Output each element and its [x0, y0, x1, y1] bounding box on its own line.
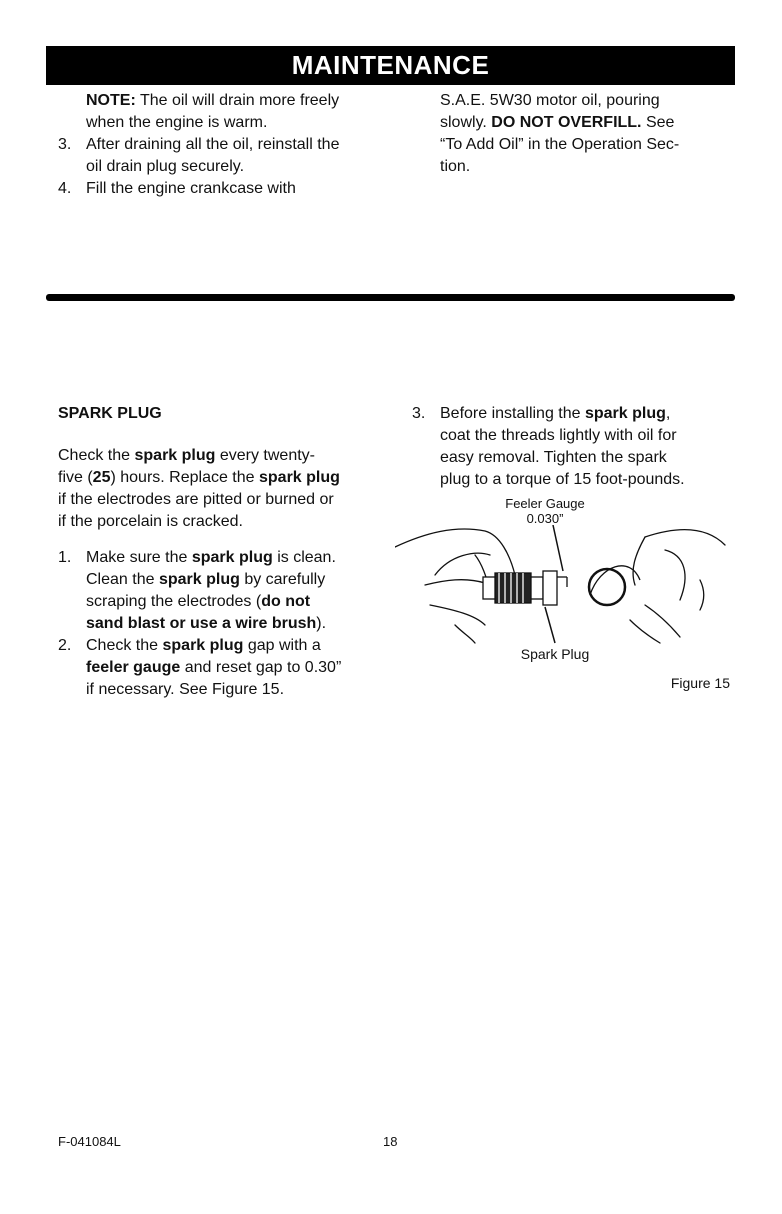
spark-right-column	[412, 403, 742, 491]
page-number: 18	[383, 1134, 398, 1149]
note-line-1: NOTE: The oil will drain more freely	[86, 92, 340, 109]
spark-plug-label: Spark Plug	[520, 646, 590, 662]
note-label: NOTE:	[86, 92, 136, 109]
overfill-warning-line: slowly. DO NOT OVERFILL. See	[440, 114, 675, 131]
spark-step-1: 1. Make sure the spark plug is clean. Clean the spark plug by carefully scraping the electrodes (do not sand blast or use a wire brush).	[58, 549, 336, 632]
note-line-2: when the engine is warm.	[86, 114, 268, 131]
spark-left-column: SPARK PLUG Check the spark plug every twenty- five (25) hours. Replace the spark plug if the electrodes are pitted or burned or if the porcelain is cracked. 1. Make sure the spark plug is clean. Clean the spark plug by carefully scraping the electrodes (do not sand blast or use a wire brush). 2. Check the spark plug gap with a feeler gauge and reset gap to 0.30” if necessary. See Figure 15.	[58, 403, 388, 701]
document-id: F-041084L	[58, 1134, 121, 1149]
spark-plug-illustration	[395, 525, 730, 650]
section-header	[46, 46, 735, 85]
spark-step-2: 2. Check the spark plug gap with a feeler gauge and reset gap to 0.30” if necessary. See Figure 15.	[58, 637, 342, 698]
spark-step-3: 3. Before installing the spark plug, coat the threads lightly with oil for easy removal. Tighten the spark plug to a torque of 15 foot-pounds.	[412, 405, 685, 488]
figure-caption: Figure 15	[670, 675, 730, 691]
section-divider	[46, 294, 735, 301]
oil-step-3: 3. After draining all the oil, reinstall the oil drain plug securely.	[58, 136, 340, 175]
spark-plug-heading: SPARK PLUG	[58, 405, 162, 422]
oil-left-column	[58, 90, 388, 200]
oil-right-column: S.A.E. 5W30 motor oil, pouring slowly. DO NOT OVERFILL. See “To Add Oil” in the Operation Sec- tion.	[440, 90, 740, 178]
oil-step-4: 4. Fill the engine crankcase with	[58, 180, 296, 197]
feeler-gauge-label: Feeler Gauge 0.030”	[505, 496, 585, 526]
section-title: MAINTENANCE	[291, 50, 490, 80]
